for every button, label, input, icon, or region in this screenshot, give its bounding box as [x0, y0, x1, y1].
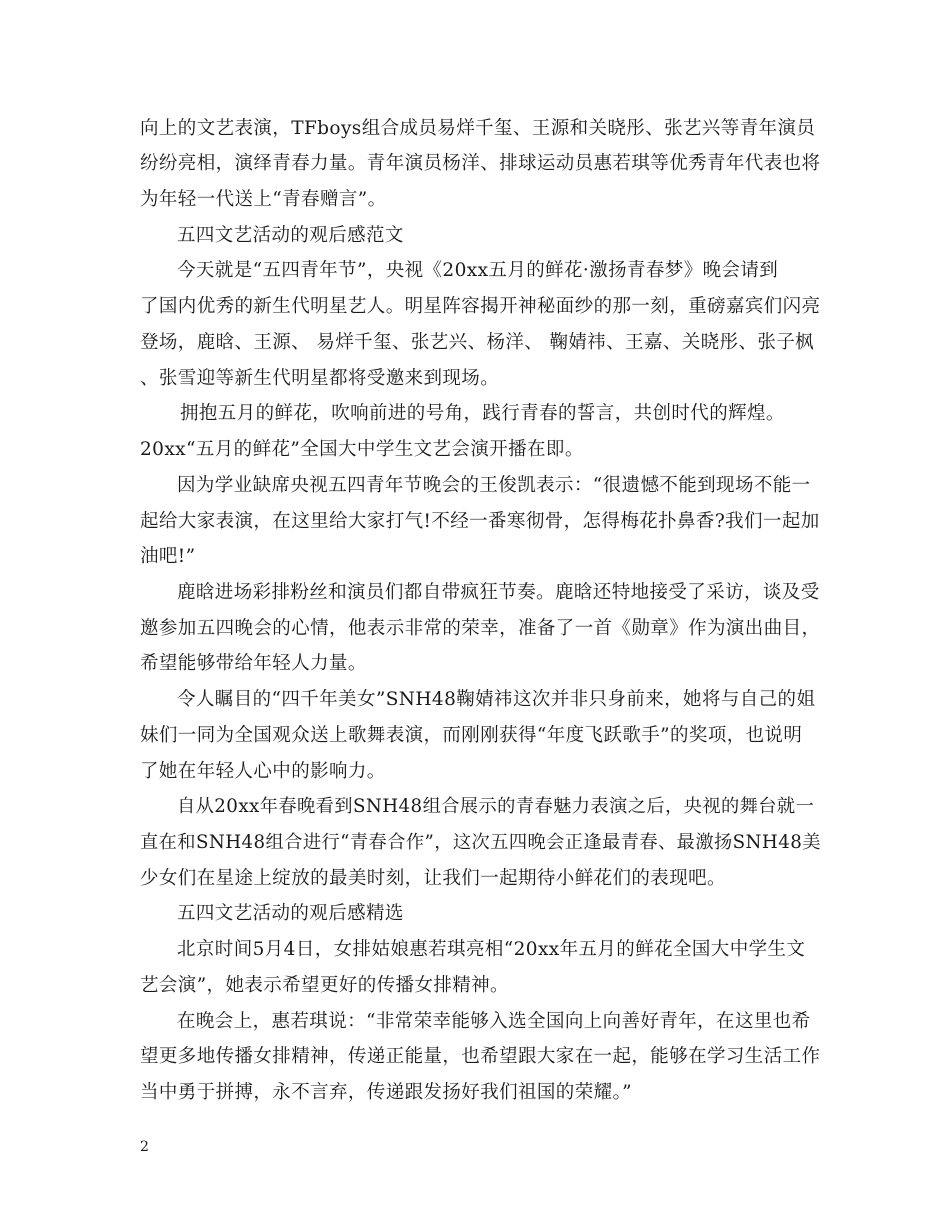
- section-heading: 五四文艺活动的观后感精选: [177, 903, 404, 924]
- body-text-line: 了国内优秀的新生代明星艺人。明星阵容揭开神秘面纱的那一刻，重磅嘉宾们闪亮: [140, 296, 821, 317]
- body-text-line: 起给大家表演，在这里给大家打气!不经一番寒彻骨，怎得梅花扑鼻香?我们一起加: [140, 511, 820, 532]
- body-text-line: 当中勇于拼搏，永不言弃，传递跟发扬好我们祖国的荣耀。”: [140, 1082, 633, 1103]
- body-text-line: 北京时间5月4日，女排姑娘惠若琪亮相“20xx年五月的鲜花全国大中学生文: [177, 939, 806, 960]
- body-text-line: 为年轻一代送上“青春赠言”。: [140, 189, 387, 210]
- body-text-line: 妹们一同为全国观众送上歌舞表演，而刚刚获得“年度飞跃歌手”的奖项，也说明: [140, 725, 803, 746]
- body-text-line: 20xx“五月的鲜花”全国大中学生文艺会演开播在即。: [140, 439, 584, 460]
- body-text-line: 了她在年轻人心中的影响力。: [140, 761, 386, 782]
- body-text-line: 自从20xx年春晚看到SNH48组合展示的青春魅力表演之后，央视的舞台就一: [177, 796, 815, 817]
- body-text-line: 今天就是“五四青年节”，央视《20xx五月的鲜花·激扬青春梦》晚会请到: [177, 260, 779, 281]
- body-text-line: 希望能够带给年轻人力量。: [140, 653, 367, 674]
- body-text-line: 向上的文艺表演，TFboys组合成员易烊千玺、王源和关晓彤、张艺兴等青年演员: [140, 118, 816, 139]
- body-text-line: 鹿晗进场彩排粉丝和演员们都自带疯狂节奏。鹿晗还特地接受了采访，谈及受: [177, 582, 820, 603]
- body-text-line: 艺会演”，她表示希望更好的传播女排精神。: [140, 975, 509, 996]
- body-text-line: 纷纷亮相，演绎青春力量。青年演员杨洋、排球运动员惠若琪等优秀青年代表也将: [140, 153, 821, 174]
- body-text-line: 拥抱五月的鲜花，吹响前进的号角，践行青春的誓言，共创时代的辉煌。: [180, 403, 785, 424]
- body-text-line: 登场，鹿晗、王源、 易烊千玺、张艺兴、杨洋、 鞠婧祎、王嘉、关晓彤、张子枫: [140, 332, 815, 353]
- body-text-line: 令人瞩目的“四千年美女”SNH48鞠婧祎这次并非只身前来，她将与自己的姐: [177, 689, 816, 710]
- page-number: 2: [140, 1139, 149, 1155]
- body-text-line: 因为学业缺席央视五四青年节晚会的王俊凯表示：“很遗憾不能到现场不能一: [177, 475, 811, 496]
- section-heading: 五四文艺活动的观后感范文: [177, 225, 404, 246]
- body-text-line: 油吧!”: [140, 546, 196, 567]
- body-text-line: 直在和SNH48组合进行“青春合作”，这次五四晚会正逢最青春、最激扬SNH48美: [140, 832, 821, 853]
- body-text-line: 、张雪迎等新生代明星都将受邀来到现场。: [140, 368, 500, 389]
- body-text-line: 望更多地传播女排精神，传递正能量，也希望跟大家在一起，能够在学习生活工作: [140, 1046, 821, 1067]
- body-text-line: 邀参加五四晚会的心情，他表示非常的荣幸，准备了一首《勋章》作为演出曲目，: [140, 618, 821, 639]
- body-text-line: 少女们在星途上绽放的最美时刻，让我们一起期待小鲜花们的表现吧。: [140, 868, 726, 889]
- body-text-line: 在晚会上，惠若琪说：“非常荣幸能够入选全国向上向善好青年，在这里也希: [177, 1011, 811, 1032]
